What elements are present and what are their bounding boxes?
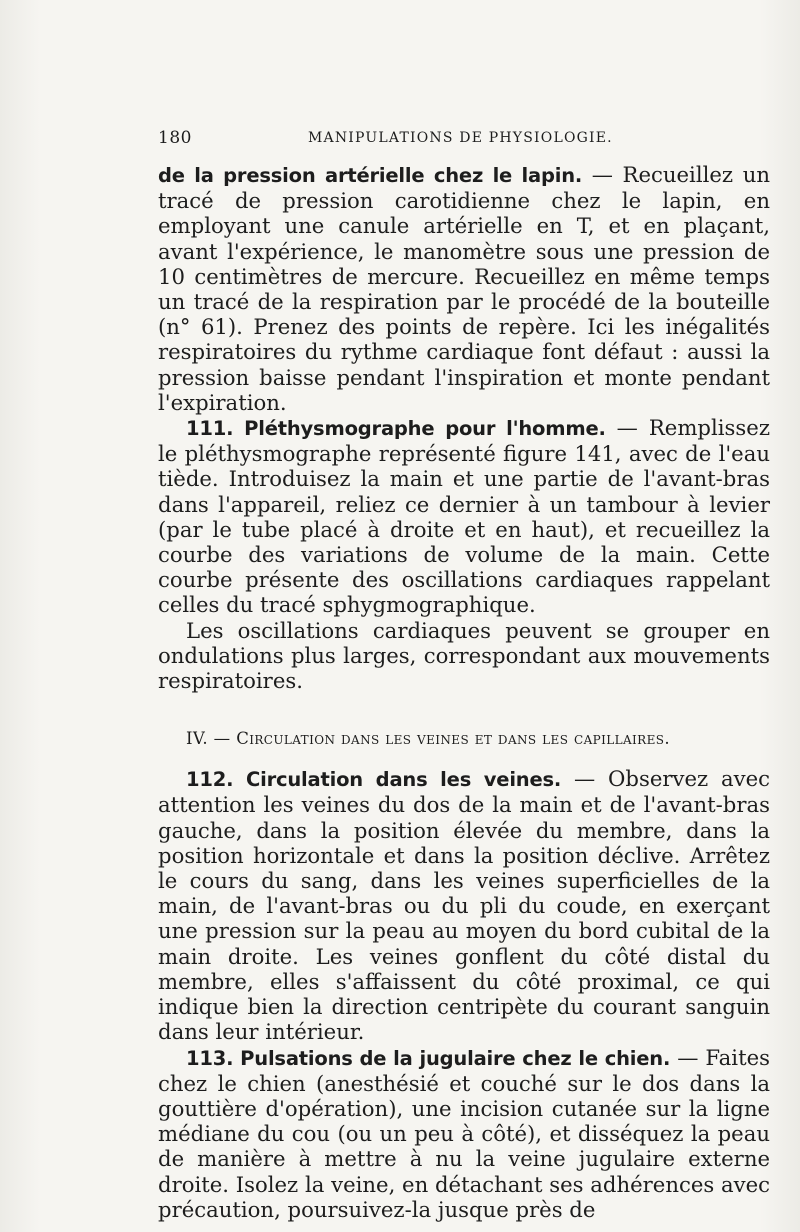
paragraph-lapin (158, 162, 770, 415)
paragraph-111-continued: Les oscillations cardiaques peuvent se grouper en ondulations plus larges, correspondant aux mouvements respiratoires. (158, 617, 770, 694)
body-text (158, 162, 770, 1222)
running-title: MANIPULATIONS DE PHYSIOLOGIE. (308, 130, 613, 146)
paragraph-111-text: — Remplissez le pléthysmographe représenté figure 141, avec de l'eau tiède. Introduisez la main et une partie de l'avant-bras dans l'appareil, reliez ce dernier à un tambour à levier (par le tube placé à droite et en haut), et recueillez la courbe des variations de volume de la main. Cette courbe présente des oscillations cardiaques rappelant celles du tracé sphygmographique. (158, 415, 770, 618)
paragraph-111 (158, 415, 770, 618)
page-number: 180 (158, 128, 192, 148)
section-title: Circulation dans les veines et dans les capillaires. (236, 729, 671, 749)
paragraph-112-heading: 112. Circulation dans les veines. (186, 768, 562, 792)
paragraph-112 (158, 766, 770, 1044)
paragraph-113-heading: 113. Pulsations de la jugulaire chez le chien. (186, 1046, 671, 1070)
paragraph-113-text: — Faites chez le chien (anesthésié et couché sur le dos dans la gouttière d'opération), une incision cutanée sur la ligne médiane du cou (ou un peu à côté), et disséquez la peau de manière à mettre à nu la veine jugulaire externe droite. Isolez la veine, en détachant ses adhérences avec précaution, poursuivez-la jusque près de (158, 1044, 770, 1222)
paragraph-lapin-heading: de la pression artérielle chez le lapin. (158, 164, 583, 187)
paragraph-111-heading: 111. Pléthysmographe pour l'homme. (186, 417, 606, 441)
page-header (158, 128, 758, 150)
section-heading (158, 729, 770, 748)
paragraph-112-text: — Observez avec attention les veines du dos de la main et de l'avant-bras gauche, dans la position élevée du membre, dans la position horizontale et dans la position déclive. Arrêtez le cours du sang, dans les veines superficielles de la main, de l'avant-bras ou du pli du coude, en exerçant une pression sur la peau au moyen du bord cubital de la main droite. Les veines gonflent du côté distal du membre, elles s'affaissent du côté proximal, ce qui indique bien la direction centripète du courant sanguin dans leur intérieur. (158, 766, 770, 1045)
paragraph-113 (158, 1045, 770, 1222)
section-number: IV. — (186, 729, 237, 749)
paragraph-lapin-text: — Recueillez un tracé de pression carotidienne chez le lapin, en employant une canule artérielle en T, et en plaçant, avant l'expérience, le manomètre sous une pression de 10 centimètres de mercure. Recueillez en même temps un tracé de la respiration par le procédé de la bouteille (n° 61). Prenez des points de repère. Ici les inégalités respiratoires du rythme cardiaque font défaut : aussi la pression baisse pendant l'inspiration et monte pendant l'expiration. (158, 162, 770, 415)
